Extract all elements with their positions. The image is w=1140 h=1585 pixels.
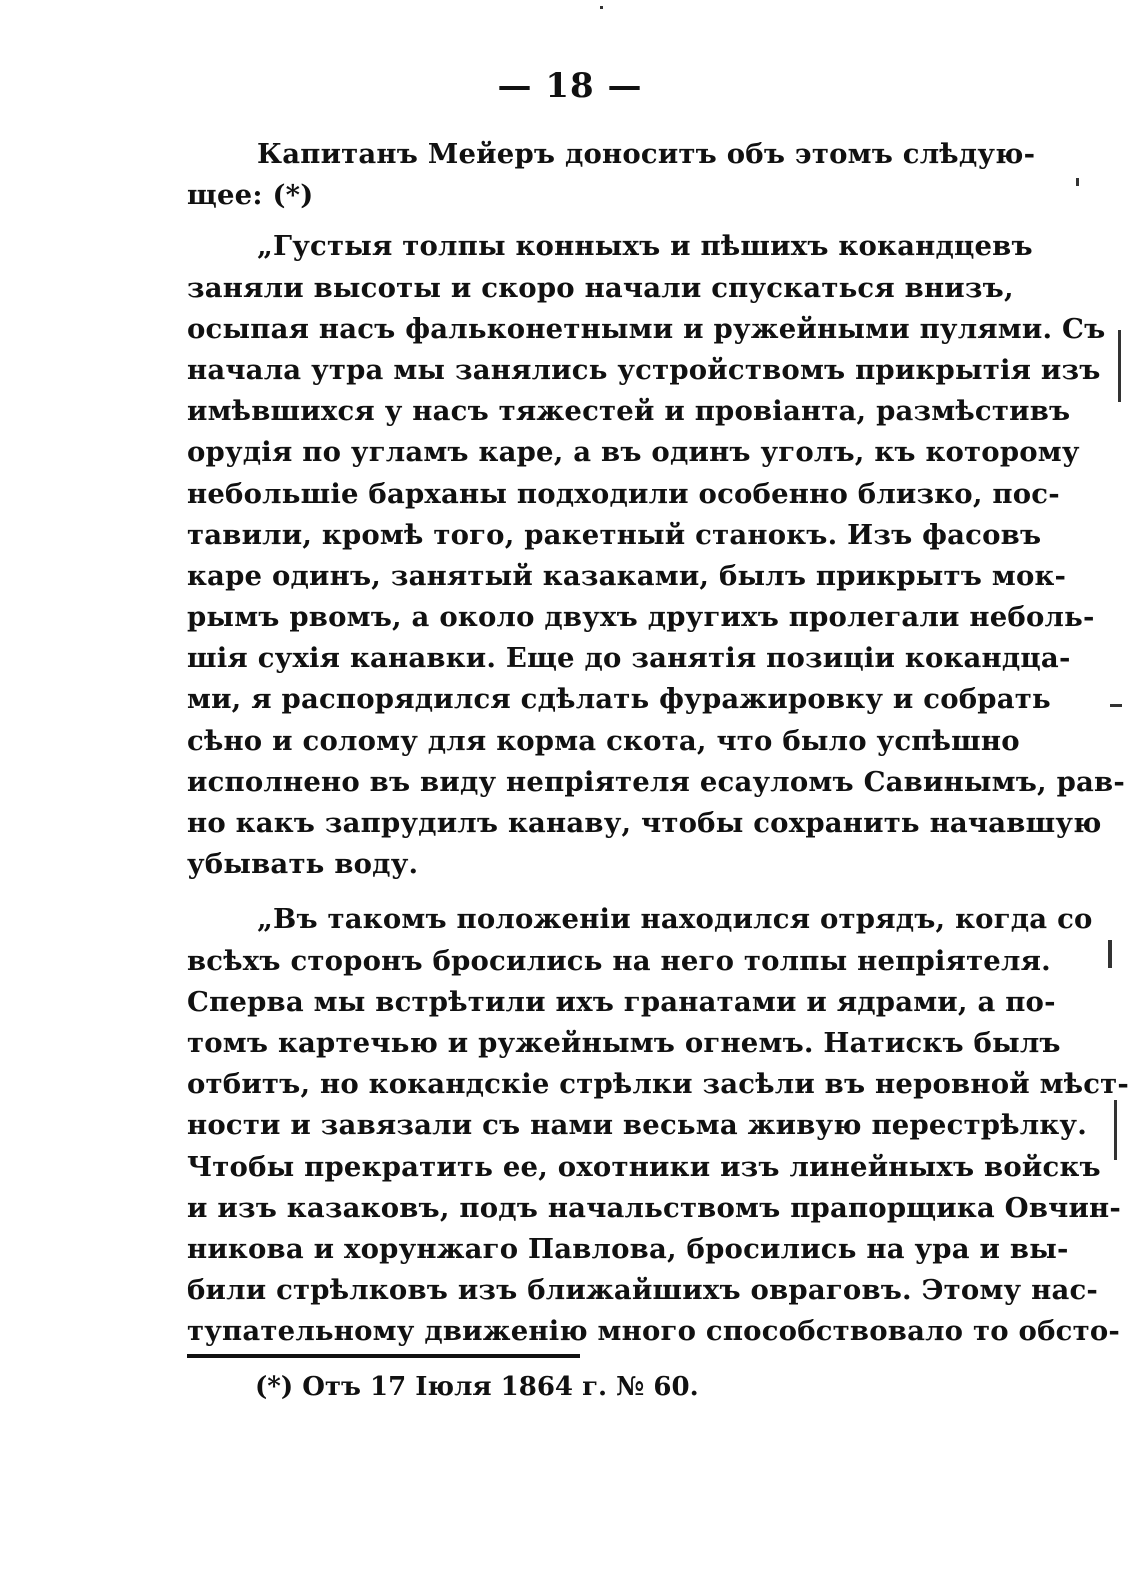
- text-line: начала утра мы занялись устройствомъ прикрытія изъ: [187, 353, 1101, 386]
- text-line: рымъ рвомъ, а около двухъ другихъ пролегали неболь-: [187, 601, 1095, 634]
- text-line: Капитанъ Мейеръ доноситъ объ этомъ слѣдую-: [257, 138, 1036, 170]
- text-line: били стрѣлковъ изъ ближайшихъ овраговъ. Этому нас-: [187, 1274, 1099, 1307]
- text-line: имѣвшихся у насъ тяжестей и провіанта, размѣстивъ: [187, 395, 1071, 428]
- footnote-divider: [187, 1354, 580, 1358]
- text-line: заняли высоты и скоро начали спускаться внизъ,: [187, 271, 1014, 304]
- text-line: томъ картечью и ружейнымъ огнемъ. Натискъ былъ: [187, 1026, 1061, 1059]
- text-line: тупательному движенію много способствовало то обсто-: [187, 1315, 1120, 1348]
- text-line: но какъ запрудилъ канаву, чтобы сохранить начавшую: [187, 807, 1102, 839]
- text-line: никова и хорунжаго Павлова, бросились на ура и вы-: [187, 1232, 1069, 1265]
- body-text: [187, 134, 1130, 1352]
- footnote: (*) Отъ 17 Іюля 1864 г. № 60.: [255, 1372, 699, 1402]
- text-line: и изъ казаковъ, подъ начальствомъ прапорщика Овчин-: [187, 1191, 1122, 1224]
- text-line: отбитъ, но кокандскіе стрѣлки засѣли въ неровной мѣст-: [187, 1068, 1130, 1101]
- text-line: каре одинъ, занятый казаками, былъ прикрытъ мок-: [187, 559, 1067, 592]
- text-line: ми, я распорядился сдѣлать фуражировку и собрать: [187, 683, 1051, 716]
- text-line: всѣхъ сторонъ бросились на него толпы непріятеля.: [187, 944, 1051, 977]
- text-line: убывать воду.: [187, 848, 419, 881]
- page-number: — 18 —: [497, 66, 643, 106]
- paragraph-quote-1: [187, 226, 1125, 885]
- text-line: орудія по угламъ каре, а въ одинъ уголъ, къ которому: [187, 436, 1080, 469]
- text-line: осыпая насъ фальконетными и ружейными пулями. Съ: [187, 312, 1106, 345]
- text-line: сѣно и солому для корма скота, что было успѣшно: [187, 724, 1020, 757]
- text-line: тавили, кромѣ того, ракетный станокъ. Изъ фасовъ: [187, 518, 1042, 551]
- text-line: щее: (*): [187, 179, 314, 212]
- text-line: Сперва мы встрѣтили ихъ гранатами и ядрами, а по-: [187, 985, 1056, 1018]
- paragraph-intro: [187, 134, 1036, 216]
- text-line: „Густыя толпы конныхъ и пѣшихъ кокандцевъ: [257, 230, 1033, 263]
- text-line: ности и завязали съ нами весьма живую перестрѣлку.: [187, 1109, 1088, 1142]
- text-line: Чтобы прекратить ее, охотники изъ линейныхъ войскъ: [187, 1150, 1101, 1183]
- paragraph-quote-2: [187, 899, 1130, 1352]
- text-line: исполнено въ виду непріятеля есауломъ Савинымъ, рав-: [187, 765, 1125, 798]
- text-line: „Въ такомъ положеніи находился отрядъ, когда со: [257, 903, 1093, 936]
- text-line: шія сухія канавки. Еще до занятія позиціи кокандца-: [187, 642, 1071, 675]
- text-line: небольшіе барханы подходили особенно близко, пос-: [187, 477, 1060, 510]
